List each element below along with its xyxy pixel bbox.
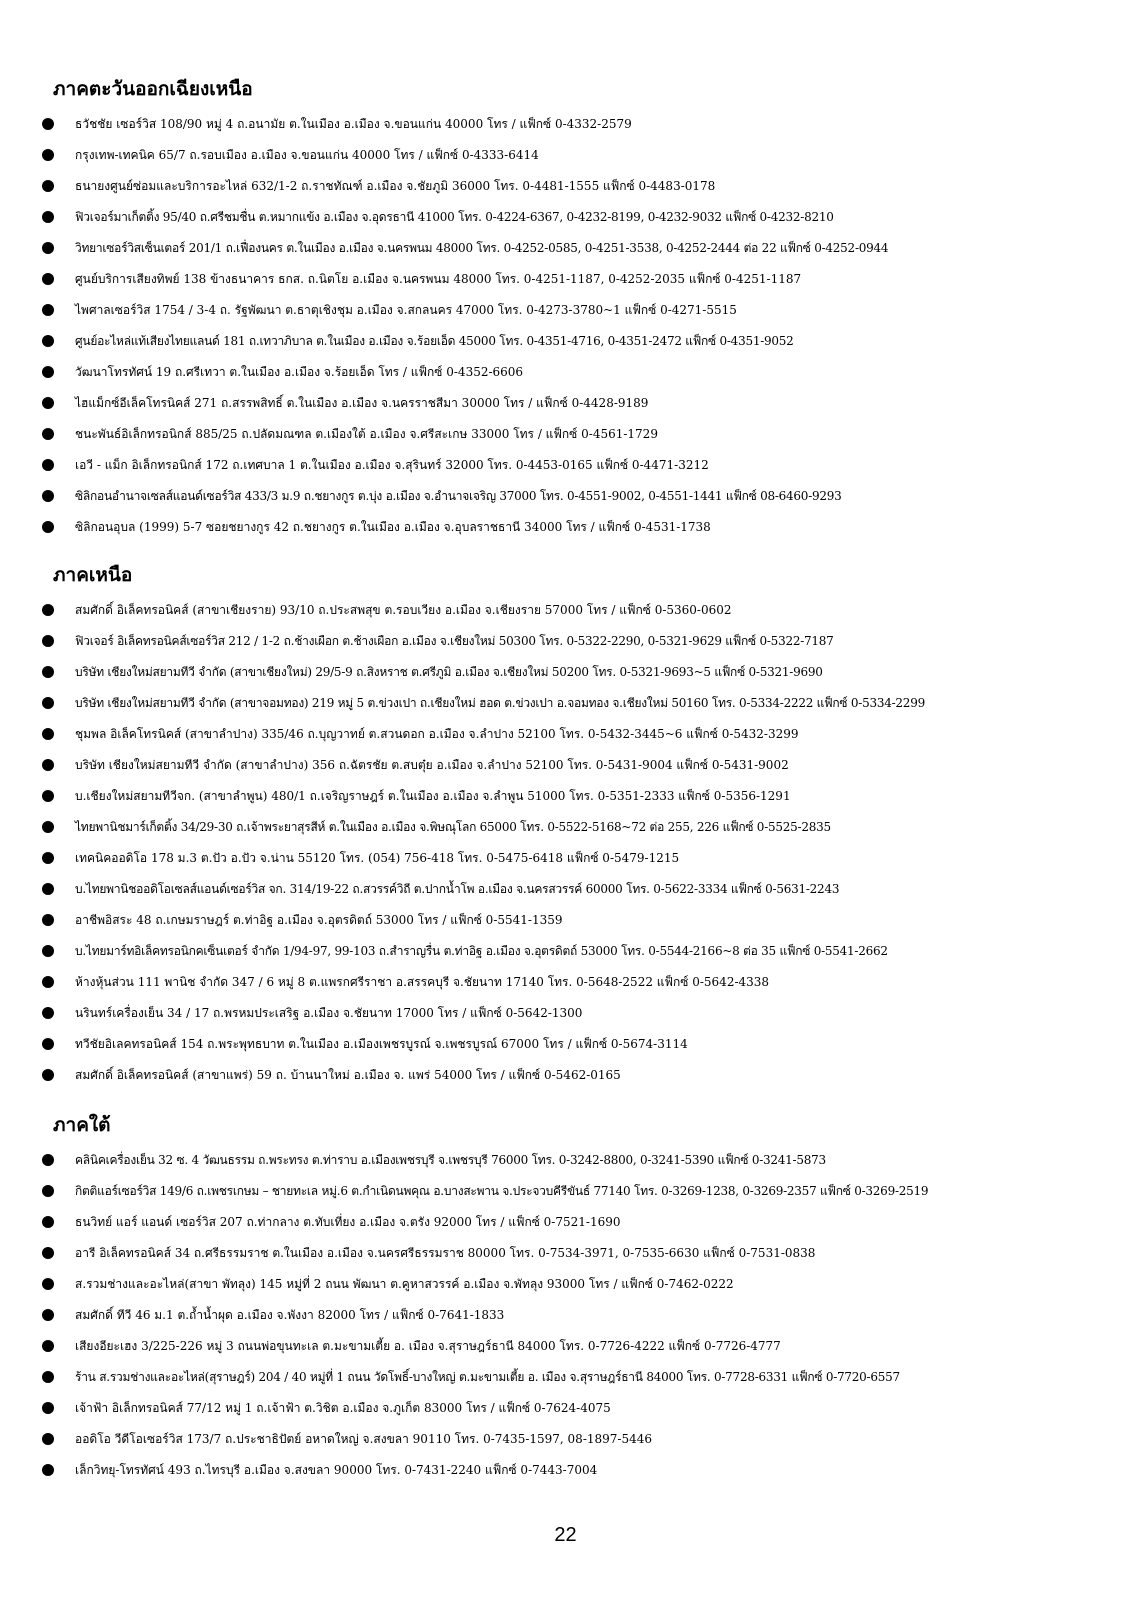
section-title-northeast: ภาคตะวันออกเฉียงเหนือ — [53, 78, 253, 100]
service-center-entry-text: ออดิโอ วีดีโอเซอร์วิส 173/7 ถ.ประชาธิปัตย์ อหาดใหญ่ จ.สงขลา 90110 โทร. 0-7435-1597, 08-1897-5446 — [75, 1432, 653, 1446]
bullet-icon — [42, 335, 54, 347]
bullet-icon — [42, 304, 54, 316]
service-center-entry-text: ไฮแม็กซ์อีเล็คโทรนิคส์ 271 ถ.สรรพสิทธิ์ ต.ในเมือง อ.เมือง จ.นครราชสีมา 30000 โทร / แฟ็กซ์ 0-4428-9189 — [75, 396, 649, 410]
service-center-list-item — [40, 693, 1115, 724]
service-center-entry-text: บริษัท เชียงใหม่สยามทีวี จำกัด (สาขาเชียงใหม่) 29/5-9 ถ.สิงหราช ต.ศรีภูมิ อ.เมือง จ.เชียงใหม่ 50200 โทร. 0-5321-9693~5 แฟ็กซ์ 0-5321-9690 — [75, 665, 823, 679]
bullet-icon — [42, 273, 54, 285]
bullet-icon — [42, 1038, 54, 1050]
service-center-list-item — [40, 755, 1115, 786]
bullet-icon — [42, 459, 54, 471]
service-center-list-item — [40, 1274, 1115, 1305]
service-center-list-item — [40, 941, 1115, 972]
bullet-icon — [42, 1278, 54, 1290]
service-center-list-item — [40, 238, 1115, 269]
service-center-entry-text: วิทยาเซอร์วิสเซ็นเตอร์ 201/1 ถ.เฟื่องนคร ต.ในเมือง อ.เมือง จ.นครพนม 48000 โทร. 0-4252-0585, 0-4251-3538, 0-4252-2444 ต่อ 22 แฟ็กซ์ 0-4252-0944 — [75, 241, 889, 255]
service-center-list-item — [40, 910, 1115, 941]
service-center-list-item — [40, 1305, 1115, 1336]
service-center-entry-text: นรินทร์เครื่องเย็น 34 / 17 ถ.พรหมประเสริฐ อ.เมือง จ.ชัยนาท 17000 โทร / แฟ็กซ์ 0-5642-1300 — [75, 1006, 583, 1020]
bullet-icon — [42, 366, 54, 378]
service-center-list-item — [40, 848, 1115, 879]
bullet-icon — [42, 1185, 54, 1197]
service-center-entry-text: ชุมพล อิเล็คโทรนิคส์ (สาขาลำปาง) 335/46 ถ.บุญวาทย์ ต.สวนดอก อ.เมือง จ.ลำปาง 52100 โทร. 0-5432-3445~6 แฟ็กซ์ 0-5432-3299 — [75, 727, 799, 741]
service-center-list-item — [40, 1003, 1115, 1034]
bullet-icon — [42, 149, 54, 161]
service-center-entry-text: วัฒนาโทรทัศน์ 19 ถ.ศรีเทวา ต.ในเมือง อ.เมือง จ.ร้อยเอ็ด โทร / แฟ็กซ์ 0-4352-6606 — [75, 365, 524, 379]
bullet-icon — [42, 242, 54, 254]
service-center-entry-text: บริษัท เชียงใหม่สยามทีวี จำกัด (สาขาจอมทอง) 219 หมู่ 5 ต.ข่วงเปา ถ.เชียงใหม่ ฮอด ต.ข่วงเปา อ.จอมทอง จ.เชียงใหม่ 50160 โทร. 0-5334-2222 แฟ็กซ์ 0-5334-2299 — [75, 696, 925, 710]
service-center-list-item — [40, 1398, 1115, 1429]
service-center-entry-text: ศูนย์อะไหล่แท้เสียงไทยแลนด์ 181 ถ.เทวาภิบาล ต.ในเมือง อ.เมือง จ.ร้อยเอ็ด 45000 โทร. 0-4351-4716, 0-4351-2472 แฟ็กซ์ 0-4351-9052 — [75, 334, 794, 348]
bullet-icon — [42, 1247, 54, 1259]
service-center-list-item — [40, 455, 1115, 486]
service-center-entry-text: ไพศาลเซอร์วิส 1754 / 3-4 ถ. รัฐพัฒนา ต.ธาตุเชิงชุม อ.เมือง จ.สกลนคร 47000 โทร. 0-4273-3780~1 แฟ็กซ์ 0-4271-5515 — [75, 303, 737, 317]
service-center-entry-text: เล็กวิทยุ-โทรทัศน์ 493 ถ.ไทรบุรี อ.เมือง จ.สงขลา 90000 โทร. 0-7431-2240 แฟ็กซ์ 0-7443-7004 — [75, 1463, 598, 1477]
service-center-list-item — [40, 1336, 1115, 1367]
service-center-entry-text: บ.ไทยมาร์ทอิเล็คทรอนิกคเซ็นเตอร์ จำกัด 1/94-97, 99-103 ถ.สำราญรื่น ต.ท่าอิฐ อ.เมือง จ.อุตรดิตถ์ 53000 โทร. 0-5544-2166~8 ต่อ 35 แฟ็กซ์ 0-5541-2662 — [75, 944, 888, 958]
service-center-entry-text: ฟิวเจอร์ อิเล็คทรอนิคส์เซอร์วิส 212 / 1-2 ถ.ช้างเผือก ต.ช้างเผือก อ.เมือง จ.เชียงใหม่ 50300 โทร. 0-5322-2290, 0-5321-9629 แฟ็กซ์ 0-5322-7187 — [75, 634, 834, 648]
bullet-icon — [42, 635, 54, 647]
bullet-icon — [42, 490, 54, 502]
service-center-list-item — [40, 1065, 1115, 1096]
service-list-north — [40, 600, 1115, 1096]
service-center-entry-text: เสียงอียะเฮง 3/225-226 หมู่ 3 ถนนพ่อขุนทะเล ต.มะขามเตี้ย อ. เมือง จ.สุราษฎร์ธานี 84000 โทร. 0-7726-4222 แฟ็กซ์ 0-7726-4777 — [75, 1339, 781, 1353]
service-list-northeast — [40, 114, 1115, 548]
service-center-list-item — [40, 1243, 1115, 1274]
service-center-entry-text: อาชีพอิสระ 48 ถ.เกษมราษฎร์ ต.ท่าอิฐ อ.เมือง จ.อุตรดิตถ์ 53000 โทร / แฟ็กซ์ 0-5541-1359 — [75, 913, 563, 927]
service-center-list-item — [40, 1460, 1115, 1491]
service-center-entry-text: เทคนิคออดิโอ 178 ม.3 ต.ปัว อ.ปัว จ.น่าน 55120 โทร. (054) 756-418 โทร. 0-5475-6418 แฟ็กซ์ 0-5479-1215 — [75, 851, 680, 865]
service-center-list-item — [40, 1367, 1115, 1398]
service-center-entry-text: อารี อิเล็คทรอนิคส์ 34 ถ.ศรีธรรมราช ต.ในเมือง อ.เมือง จ.นครศรีธรรมราช 80000 โทร. 0-7534-3971, 0-7535-6630 แฟ็กซ์ 0-7531-0838 — [75, 1246, 816, 1260]
bullet-icon — [42, 428, 54, 440]
service-center-list-item — [40, 1212, 1115, 1243]
service-center-list-item — [40, 517, 1115, 548]
service-center-entry-text: ซิลิกอนอุบล (1999) 5-7 ซอยชยางกูร 42 ถ.ชยางกูร ต.ในเมือง อ.เมือง จ.อุบลราชธานี 34000 โทร / แฟ็กซ์ 0-4531-1738 — [75, 520, 711, 534]
service-center-entry-text: ทวีชัยอิเลคทรอนิคส์ 154 ถ.พระพุทธบาท ต.ในเมือง อ.เมืองเพชรบูรณ์ จ.เพชรบูรณ์ 67000 โทร / แฟ็กซ์ 0-5674-3114 — [75, 1037, 688, 1051]
service-center-list-item — [40, 631, 1115, 662]
bullet-icon — [42, 821, 54, 833]
service-center-entry-text: ศูนย์บริการเสียงทิพย์ 138 ข้างธนาคาร ธกส. ถ.นิตโย อ.เมือง จ.นครพนม 48000 โทร. 0-4251-1187, 0-4252-2035 แฟ็กซ์ 0-4251-1187 — [75, 272, 802, 286]
service-center-entry-text: ธวัชชัย เซอร์วิส 108/90 หมู่ 4 ถ.อนามัย ต.ในเมือง อ.เมือง จ.ขอนแก่น 40000 โทร / แฟ็กซ์ 0-4332-2579 — [75, 117, 632, 131]
bullet-icon — [42, 697, 54, 709]
bullet-icon — [42, 1309, 54, 1321]
service-center-entry-text: ธนวิทย์ แอร์ แอนด์ เซอร์วิส 207 ถ.ท่ากลาง ต.ทับเที่ยง อ.เมือง จ.ตรัง 92000 โทร / แฟ็กซ์ 0-7521-1690 — [75, 1215, 621, 1229]
bullet-icon — [42, 1402, 54, 1414]
bullet-icon — [42, 790, 54, 802]
service-center-list-item — [40, 300, 1115, 331]
service-center-entry-text: บริษัท เชียงใหม่สยามทีวี จำกัด (สาขาลำปาง) 356 ถ.ฉัตรชัย ต.สบตุ๋ย อ.เมือง จ.ลำปาง 52100 โทร. 0-5431-9004 แฟ็กซ์ 0-5431-9002 — [75, 758, 789, 772]
service-center-entry-text: สมศักดิ์ อิเล็คทรอนิคส์ (สาขาแพร่) 59 ถ. บ้านนาใหม่ อ.เมือง จ. แพร่ 54000 โทร / แฟ็กซ์ 0-5462-0165 — [75, 1068, 621, 1082]
service-center-list-item — [40, 662, 1115, 693]
bullet-icon — [42, 1007, 54, 1019]
bullet-icon — [42, 852, 54, 864]
bullet-icon — [42, 666, 54, 678]
service-center-list-item — [40, 600, 1115, 631]
service-center-entry-text: ร้าน ส.รวมช่างและอะไหล่(สุราษฎร์) 204 / 40 หมู่ที่ 1 ถนน วัดโพธิ์-บางใหญ่ ต.มะขามเตี้ย อ. เมือง จ.สุราษฎร์ธานี 84000 โทร. 0-7728-6331 แฟ็กซ์ 0-7720-6557 — [75, 1370, 900, 1384]
page-number: 22 — [554, 1524, 577, 1546]
service-center-list-item — [40, 786, 1115, 817]
bullet-icon — [42, 1154, 54, 1166]
bullet-icon — [42, 1340, 54, 1352]
bullet-icon — [42, 728, 54, 740]
service-center-list-item — [40, 1034, 1115, 1065]
service-center-list-item — [40, 269, 1115, 300]
section-title-south: ภาคใต้ — [53, 1114, 111, 1136]
section-title-north: ภาคเหนือ — [53, 564, 133, 586]
service-center-list-item — [40, 362, 1115, 393]
service-center-list-item — [40, 817, 1115, 848]
service-center-list-item — [40, 331, 1115, 362]
bullet-icon — [42, 1371, 54, 1383]
service-center-list-item — [40, 1181, 1115, 1212]
service-center-entry-text: คลินิคเครื่องเย็น 32 ซ. 4 วัฒนธรรม ถ.พระทรง ต.ท่าราบ อ.เมืองเพชรบุรี จ.เพชรบุรี 76000 โทร. 0-3242-8800, 0-3241-5390 แฟ็กซ์ 0-3241-5873 — [75, 1153, 826, 1167]
service-center-entry-text: ซิลิกอนอำนาจเซลส์แอนด์เซอร์วิส 433/3 ม.9 ถ.ชยางกูร ต.บุ่ง อ.เมือง จ.อำนาจเจริญ 37000 โทร. 0-4551-9002, 0-4551-1441 แฟ็กซ์ 08-6460-9293 — [75, 489, 842, 503]
bullet-icon — [42, 976, 54, 988]
bullet-icon — [42, 118, 54, 130]
service-center-entry-text: ส.รวมช่างและอะไหล่(สาขา พัทลุง) 145 หมู่ที่ 2 ถนน พัฒนา ต.คูหาสวรรค์ อ.เมือง จ.พัทลุง 93000 โทร / แฟ็กซ์ 0-7462-0222 — [75, 1277, 734, 1291]
bullet-icon — [42, 883, 54, 895]
service-center-entry-text: กิตติแอร์เซอร์วิส 149/6 ถ.เพชรเกษม – ชายทะเล หมู่.6 ต.กำเนิดนพคุณ อ.บางสะพาน จ.ประจวบคีรีขันธ์ 77140 โทร. 0-3269-1238, 0-3269-2357 แฟ็กซ์ 0-3269-2519 — [75, 1184, 929, 1198]
service-center-entry-text: ฟิวเจอร์มาเก็ตติ้ง 95/40 ถ.ศรีชมชื่น ต.หมากแข้ง อ.เมือง จ.อุดรธานี 41000 โทร. 0-4224-6367, 0-4232-8199, 0-4232-9032 แฟ็กซ์ 0-4232-8210 — [75, 210, 834, 224]
service-center-entry-text: สมศักดิ์ ทีวี 46 ม.1 ต.ถ้ำน้ำผุด อ.เมือง จ.พังงา 82000 โทร / แฟ็กซ์ 0-7641-1833 — [75, 1308, 505, 1322]
bullet-icon — [42, 914, 54, 926]
service-center-entry-text: ชนะพันธ์อิเล็กทรอนิกส์ 885/25 ถ.ปลัดมณฑล ต.เมืองใต้ อ.เมือง จ.ศรีสะเกษ 33000 โทร / แฟ็กซ์ 0-4561-1729 — [75, 427, 658, 441]
service-center-list-item — [40, 114, 1115, 145]
service-center-entry-text: กรุงเทพ-เทคนิค 65/7 ถ.รอบเมือง อ.เมือง จ.ขอนแก่น 40000 โทร / แฟ็กซ์ 0-4333-6414 — [75, 148, 539, 162]
service-center-entry-text: ไทยพานิชมาร์เก็ตติ้ง 34/29-30 ถ.เจ้าพระยาสุรสีห์ ต.ในเมือง อ.เมือง จ.พิษณุโลก 65000 โทร. 0-5522-5168~72 ต่อ 255, 226 แฟ็กซ์ 0-5525-2835 — [75, 820, 831, 834]
bullet-icon — [42, 180, 54, 192]
bullet-icon — [42, 397, 54, 409]
service-center-entry-text: ห้างหุ้นส่วน 111 พานิช จำกัด 347 / 6 หมู่ 8 ต.แพรกศรีราชา อ.สรรคบุรี จ.ชัยนาท 17140 โทร. 0-5648-2522 แฟ็กซ์ 0-5642-4338 — [75, 975, 770, 989]
bullet-icon — [42, 211, 54, 223]
service-center-list-item — [40, 1150, 1115, 1181]
bullet-icon — [42, 759, 54, 771]
service-center-list-item — [40, 879, 1115, 910]
service-center-list-item — [40, 972, 1115, 1003]
service-center-list-item — [40, 176, 1115, 207]
service-center-list-item — [40, 145, 1115, 176]
bullet-icon — [42, 1464, 54, 1476]
service-center-entry-text: สมศักดิ์ อิเล็คทรอนิคส์ (สาขาเชียงราย) 93/10 ถ.ประสพสุข ต.รอบเวียง อ.เมือง จ.เชียงราย 57000 โทร / แฟ็กซ์ 0-5360-0602 — [75, 603, 732, 617]
service-center-entry-text: ธนายงศูนย์ซ่อมและบริการอะไหล่ 632/1-2 ถ.ราชทัณฑ์ อ.เมือง จ.ชัยภูมิ 36000 โทร. 0-4481-1555 แฟ็กซ์ 0-4483-0178 — [75, 179, 716, 193]
service-center-entry-text: เจ้าฟ้า อิเล็กทรอนิคส์ 77/12 หมู่ 1 ถ.เจ้าฟ้า ต.วิชิต อ.เมือง จ.ภูเก็ต 83000 โทร / แฟ็กซ์ 0-7624-4075 — [75, 1401, 611, 1415]
bullet-icon — [42, 1433, 54, 1445]
service-center-list-item — [40, 393, 1115, 424]
bullet-icon — [42, 604, 54, 616]
bullet-icon — [42, 945, 54, 957]
service-center-list-item — [40, 724, 1115, 755]
service-center-list-item — [40, 207, 1115, 238]
service-list-south — [40, 1150, 1115, 1491]
service-center-list-item — [40, 424, 1115, 455]
service-center-entry-text: บ.เชียงใหม่สยามทีวีจก. (สาขาลำพูน) 480/1 ถ.เจริญราษฎร์ ต.ในเมือง อ.เมือง จ.ลำพูน 51000 โทร. 0-5351-2333 แฟ็กซ์ 0-5356-1291 — [75, 789, 791, 803]
service-center-entry-text: บ.ไทยพานิชออดิโอเซลส์แอนด์เซอร์วิส จก. 314/19-22 ถ.สวรรค์วิถี ต.ปากน้ำโพ อ.เมือง จ.นครสวรรค์ 60000 โทร. 0-5622-3334 แฟ็กซ์ 0-5631-2243 — [75, 882, 840, 896]
bullet-icon — [42, 521, 54, 533]
service-center-list-item — [40, 486, 1115, 517]
service-center-list-item — [40, 1429, 1115, 1460]
bullet-icon — [42, 1069, 54, 1081]
bullet-icon — [42, 1216, 54, 1228]
service-center-entry-text: เอวี - แม็ก อิเล็กทรอนิกส์ 172 ถ.เทศบาล 1 ต.ในเมือง อ.เมือง จ.สุรินทร์ 32000 โทร. 0-4453-0165 แฟ็กซ์ 0-4471-3212 — [75, 458, 709, 472]
